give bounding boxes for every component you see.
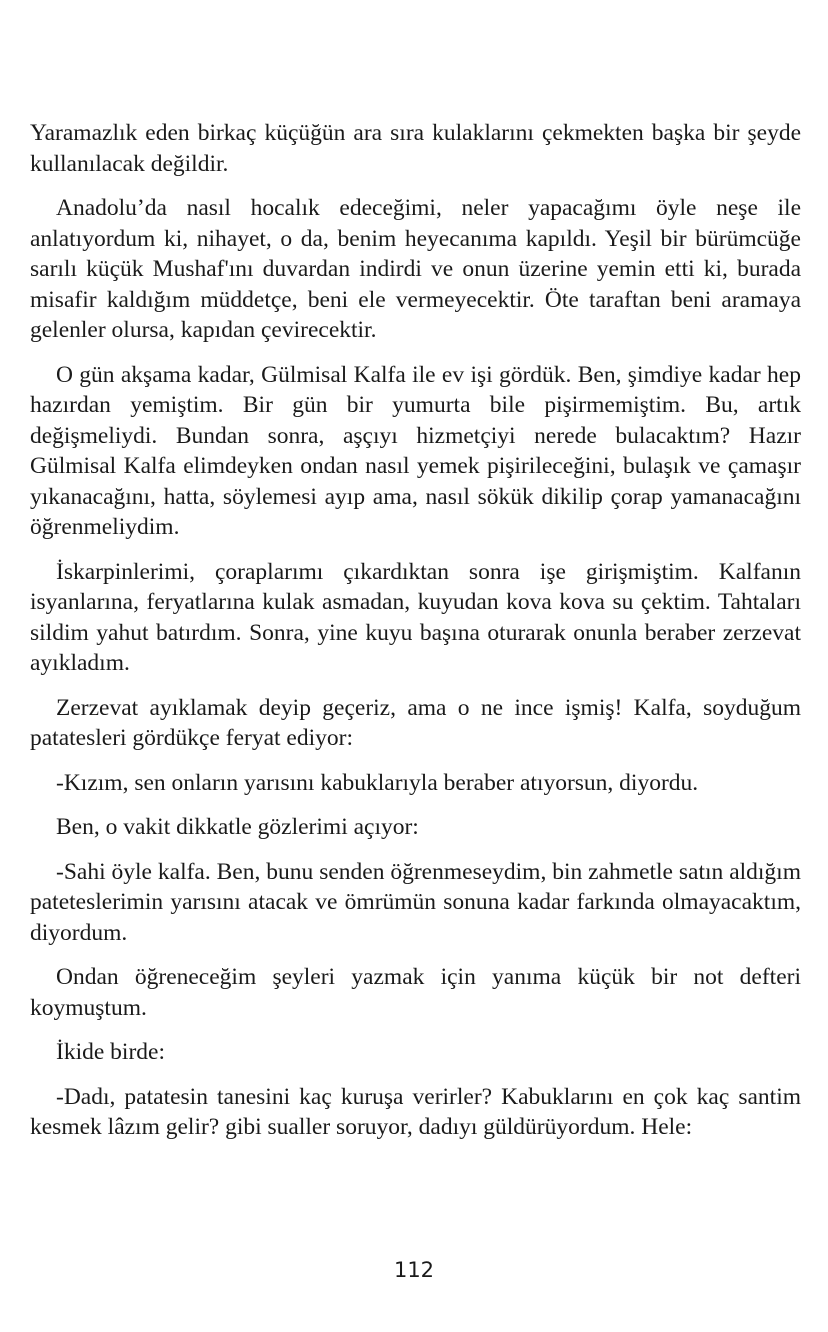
- paragraph-11: -Dadı, patatesin tanesini kaç kuruşa verirler? Kabuklarını en çok kaç santim kesmek lâzım gelir? gibi sualler soruyor, dadıyı güldürüyordum. Hele:: [30, 1083, 801, 1140]
- paragraph-5: Zerzevat ayıklamak deyip geçeriz, ama o ne ince işmiş! Kalfa, soyduğum patatesleri gördükçe feryat ediyor:: [30, 694, 801, 751]
- body-text: [30, 118, 801, 1157]
- paragraph-6: -Kızım, sen onların yarısını kabuklarıyla beraber atıyorsun, diyordu.: [56, 769, 699, 796]
- page-number: 112: [393, 1258, 435, 1282]
- paragraph-2: Anadolu’da nasıl hocalık edeceğimi, neler yapacağımı öyle neşe ile anlatıyordum ki, nihayet, o da, benim heyecanıma kapıldı. Yeşil bir bürümcüğe sarılı küçük Mushaf'ını duvardan indirdi ve onun üzerine yemin etti ki, burada misafir kaldığım müddetçe, beni ele vermeyecektir. Öte taraftan beni aramaya gelenler olursa, kapıdan çevirecektir.: [30, 195, 801, 343]
- paragraph-1: Yaramazlık eden birkaç küçüğün ara sıra kulaklarını çekmekten başka bir şeyde kullanılacak değildir.: [30, 120, 801, 177]
- paragraph-3: O gün akşama kadar, Gülmisal Kalfa ile ev işi gördük. Ben, şimdiye kadar hep hazırdan yemiştim. Bir gün bir yumurta bile pişirmemiştim. Bu, artık değişmeliydi. Bundan sonra, aşçıyı hizmetçiyi nerede bulacaktım? Hazır Gülmisal Kalfa elimdeyken ondan nasıl yemek pişirileceğini, bulaşık ve çamaşır yıkanacağını, hatta, söylemesi ayıp ama, nasıl sökük dikilip çorap yamanacağını öğrenmeliydim.: [30, 361, 801, 540]
- paragraph-7: Ben, o vakit dikkatle gözlerimi açıyor:: [56, 814, 419, 840]
- paragraph-4: İskarpinlerimi, çoraplarımı çıkardıktan sonra işe girişmiştim. Kalfanın isyanlarına, feryatlarına kulak asmadan, kuyudan kova kova su çektim. Tahtaları sildim yahut batırdım. Sonra, yine kuyu başına oturarak onunla beraber zerzevat ayıkladım.: [30, 558, 801, 676]
- paragraph-10: İkide birde:: [56, 1039, 165, 1065]
- paragraph-9: Ondan öğreneceğim şeyleri yazmak için yanıma küçük bir not defteri koymuştum.: [30, 964, 801, 1021]
- paragraph-8: -Sahi öyle kalfa. Ben, bunu senden öğrenmeseydim, bin zahmetle satın aldığım pateteslerimin yarısını atacak ve ömrümün sonuna kadar farkında olmayacaktım, diyordum.: [30, 858, 801, 946]
